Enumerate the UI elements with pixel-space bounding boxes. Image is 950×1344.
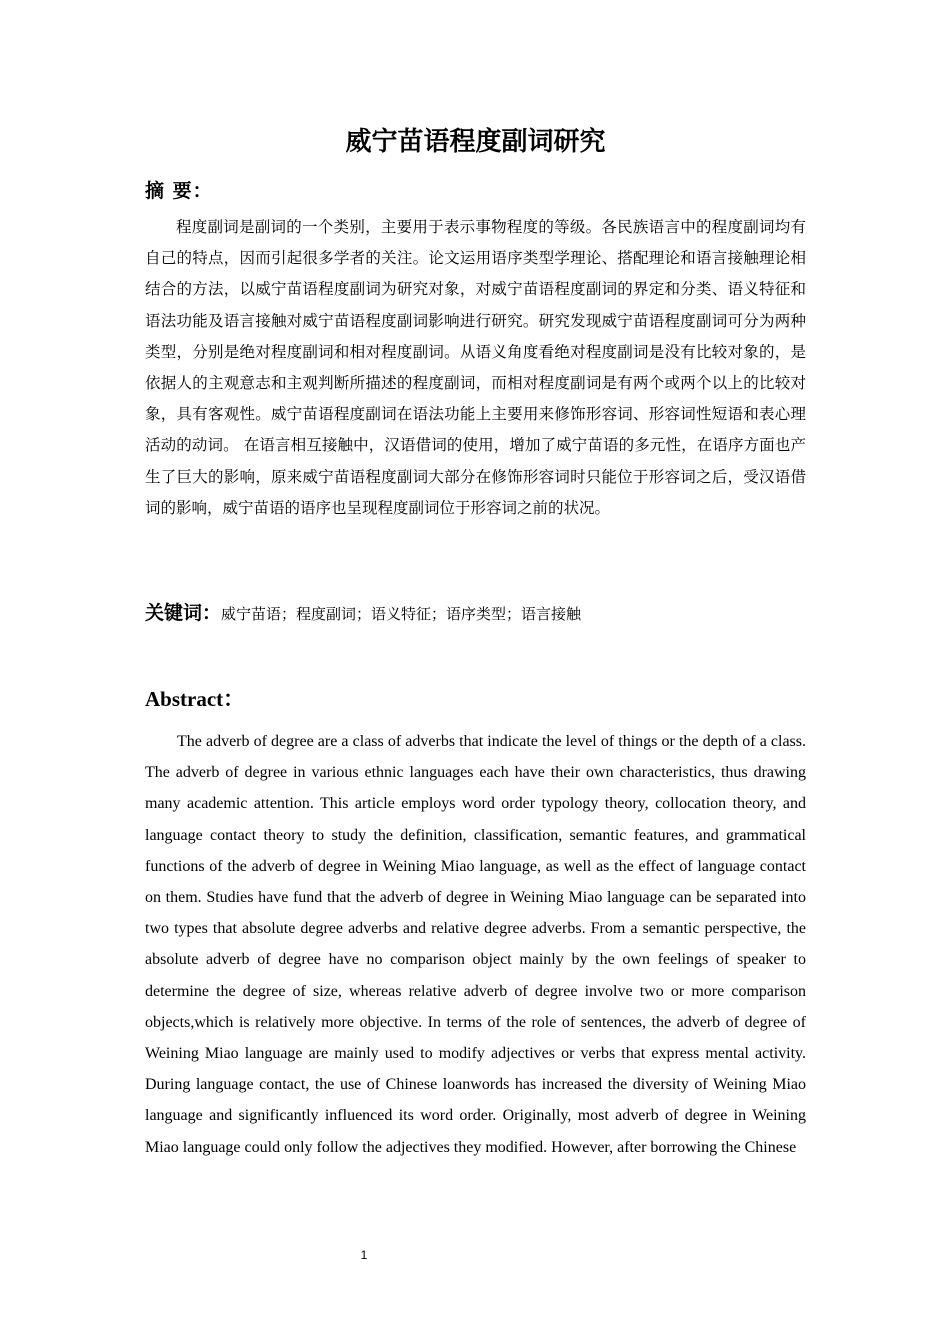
paper-title: 威宁苗语程度副词研究 [345, 127, 606, 157]
abstract-cn-body: 程度副词是副词的一个类别，主要用于表示事物程度的等级。各民族语言中的程度副词均有自己的特点，因而引起很多学者的关注。论文运用语序类型学理论、搭配理论和语言接触理论相结合的方法，以威宁苗语程度副词为研究对象，对威宁苗语程度副词的界定和分类、语义特征和语法功能及语言接触对威宁苗语程度副词影响进行研究。研究发现威宁苗语程度副词可分为两种类型，分别是绝对程度副词和相对程度副词。从语义角度看绝对程度副词是没有比较对象的，是依据人的主观意志和主观判断所描述的程度副词，而相对程度副词是有两个或两个以上的比较对象，具有客观性。威宁苗语程度副词在语法功能上主要用来修饰形容词、形容词性短语和表心理活动的动词。 在语言相互接触中，汉语借词的使用，增加了威宁苗语的多元性，在语序方面也产生了巨大的影响，原来威宁苗语程度副词大部分在修饰形容词时只能位于形容词之后，受汉语借词的影响，威宁苗语的语序也呈现程度副词位于形容词之前的状况。 [145, 218, 806, 517]
abstract-en-body: The adverb of degree are a class of adverbs that indicate the level of things or the depth of a class. The adverb of degree in various ethnic languages each have their own characteristics, thus drawing many academic attention. This article employs word order typology theory, collocation theory, and language contact theory to study the definition, classification, semantic features, and grammatical functions of the adverb of degree in Weining Miao language, as well as the effect of language contact on them. Studies have fund that the adverb of degree in Weining Miao language can be separated into two types that absolute degree adverbs and relative degree adverbs. From a semantic perspective, the absolute adverb of degree have no comparison object mainly by the own feelings of speaker to determine the degree of size, whereas relative adverb of degree involve two or more comparison objects,which is relatively more objective. In terms of the role of sentences, the adverb of degree of Weining Miao language are mainly used to modify adjectives or verbs that express mental activity. During language contact, the use of Chinese loanwords has increased the diversity of Weining Miao language and significantly influenced its word order. Originally, most adverb of degree in Weining Miao language could only follow the adjectives they modified. However, after borrowing the Chinese [145, 733, 806, 1156]
abstract-en-heading: Abstract： [145, 687, 245, 711]
keywords-line [145, 597, 806, 631]
abstract-cn-heading: 摘 要： [145, 180, 213, 202]
keywords-label: 关键词： [145, 602, 222, 624]
page-number: 1 [360, 1248, 368, 1262]
keywords-text: 威宁苗语；程度副词；语义特征；语序类型；语言接触 [221, 605, 582, 623]
